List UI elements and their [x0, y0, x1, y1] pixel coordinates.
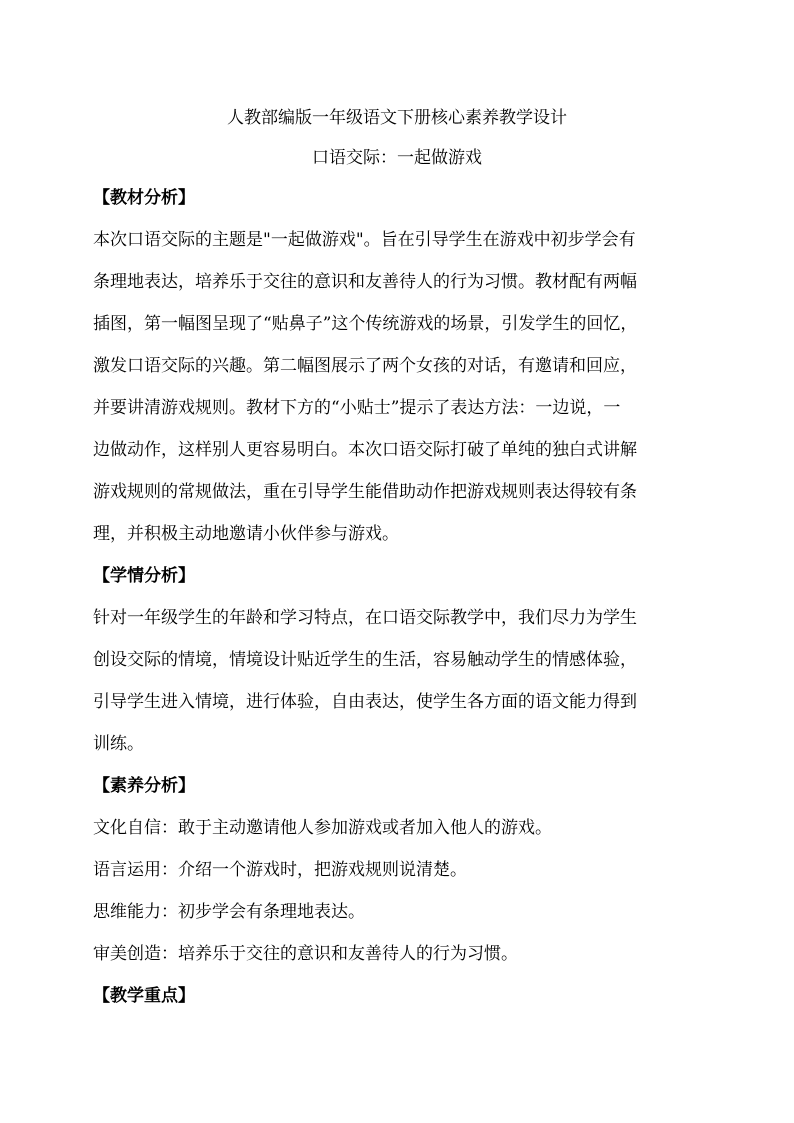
paragraph-line: 本次口语交际的主题是"一起做游戏"。旨在引导学生在游戏中初步学会有 — [93, 230, 636, 250]
list-item: 思维能力：初步学会有条理地表达。 — [93, 902, 365, 922]
paragraph-line: 激发口语交际的兴趣。第二幅图展示了两个女孩的对话，有邀请和回应， — [93, 356, 637, 376]
paragraph-line: 理，并积极主动地邀请小伙伴参与游戏。 — [93, 524, 399, 544]
section-heading-textbook-analysis: 【教材分析】 — [93, 188, 195, 208]
list-item: 审美创造：培养乐于交往的意识和友善待人的行为习惯。 — [93, 944, 518, 964]
section-heading-teaching-focus: 【教学重点】 — [93, 986, 195, 1006]
document-subtitle: 口语交际：一起做游戏 — [312, 148, 482, 168]
document-title: 人教部编版一年级语文下册核心素养教学设计 — [227, 108, 567, 128]
paragraph-line: 创设交际的情境，情境设计贴近学生的生活，容易触动学生的情感体验， — [93, 650, 637, 670]
paragraph-line: 游戏规则的常规做法，重在引导学生能借助动作把游戏规则表达得较有条 — [93, 482, 637, 502]
section-heading-literacy-analysis: 【素养分析】 — [93, 776, 195, 796]
paragraph-line: 引导学生进入情境，进行体验，自由表达，使学生各方面的语文能力得到 — [93, 692, 637, 712]
paragraph-line: 训练。 — [93, 734, 144, 754]
paragraph-line: 边做动作，这样别人更容易明白。本次口语交际打破了单纯的独白式讲解 — [93, 440, 637, 460]
paragraph-line: 条理地表达，培养乐于交往的意识和友善待人的行为习惯。教材配有两幅 — [93, 272, 637, 292]
paragraph-line: 并要讲清游戏规则。教材下方的“小贴士”提示了表达方法：一边说，一 — [93, 398, 621, 418]
list-item: 文化自信：敢于主动邀请他人参加游戏或者加入他人的游戏。 — [93, 818, 552, 838]
section-heading-learner-analysis: 【学情分析】 — [93, 566, 195, 586]
list-item: 语言运用：介绍一个游戏时，把游戏规则说清楚。 — [93, 860, 467, 880]
paragraph-line: 针对一年级学生的年龄和学习特点，在口语交际教学中，我们尽力为学生 — [93, 608, 637, 628]
paragraph-line: 插图，第一幅图呈现了“贴鼻子”这个传统游戏的场景，引发学生的回忆， — [93, 314, 638, 334]
